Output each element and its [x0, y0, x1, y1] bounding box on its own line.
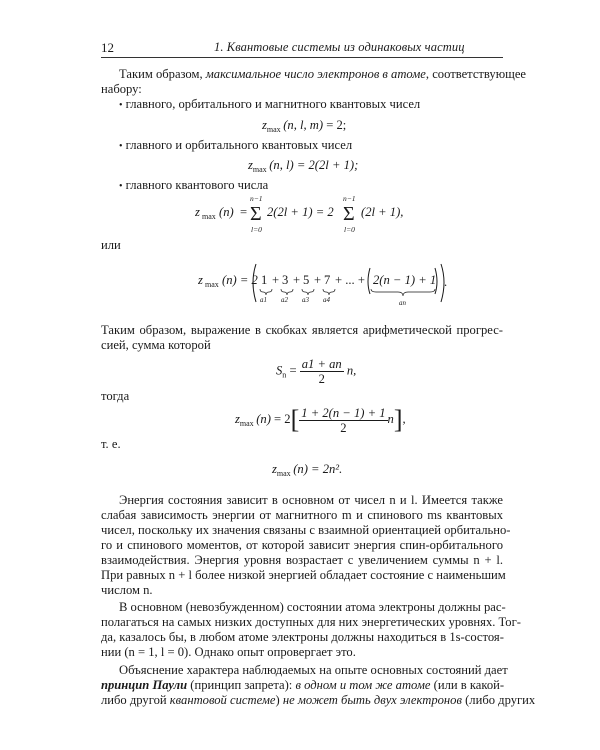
svg-text:z: z	[195, 205, 200, 219]
word-te: т. е.	[101, 437, 121, 451]
svg-text:l=0: l=0	[251, 225, 262, 234]
energy-para-line-2: слабая зависимость энергии от магнитного m и спинового ms квантовых	[101, 508, 503, 522]
svg-text:.: .	[444, 275, 448, 289]
svg-text:a2: a2	[281, 296, 288, 304]
svg-text:z: z	[198, 273, 203, 287]
formula-1: $z_{max}$ (n, l, m) = 2;	[262, 118, 347, 134]
svg-text:7: 7	[324, 273, 331, 287]
formula-4	[198, 258, 448, 308]
svg-text:n−1: n−1	[250, 194, 263, 203]
svg-text:+: +	[314, 273, 322, 287]
sum-sign-2: Σ	[343, 203, 355, 225]
bullet-item-3: • главного квантового числа	[119, 178, 269, 192]
sum-sign-1: Σ	[250, 203, 262, 225]
header-rule	[101, 57, 503, 58]
svg-text:a3: a3	[302, 296, 309, 304]
svg-text:n−1: n−1	[343, 194, 356, 203]
ground-para-line-3: да, казалось бы, в любом атоме электроны должны находиться в 1s-состоя-	[101, 630, 504, 644]
formula-5: $z_{max}$ (n) = 2[ $\frac{1 + 2(n - 1) + 1}{2}$ n],	[235, 405, 406, 435]
pauli-para-line-1: Объяснение характера наблюдаемых на опыте основных состояний дает	[119, 663, 508, 677]
svg-text:a1: a1	[260, 296, 267, 304]
energy-para-line-1: Энергия состояния зависит в основном от чисел n и l. Имеется также	[119, 493, 503, 507]
formula-sn: $S_n$ = $\frac{a1 + an}{2}$ n,	[276, 357, 357, 386]
formula-3	[195, 192, 415, 236]
energy-para-line-6: При равных n + l более низкой энергией обладает состояние с наименьшим	[101, 568, 506, 582]
ground-para-line-4: нии (n = 1, l = 0). Однако опыт опровергает это.	[101, 645, 356, 659]
svg-text:+ ... +: + ... +	[335, 273, 365, 287]
svg-text:(2l + 1),: (2l + 1),	[361, 205, 404, 219]
svg-text:5: 5	[303, 273, 310, 287]
page-number: 12	[101, 40, 114, 55]
running-title: 1. Квантовые системы из одинаковых частиц	[214, 40, 465, 54]
svg-text:a4: a4	[323, 296, 330, 304]
formula-6: $z_{max}$ (n) = 2n².	[272, 462, 343, 478]
svg-text:max: max	[205, 280, 219, 289]
svg-text:l=0: l=0	[344, 225, 355, 234]
intro-line-2: набору:	[101, 82, 142, 96]
word-togda: тогда	[101, 389, 130, 403]
intro-line-1: Таким образом, максимальное число электронов в атоме, соответствующее	[119, 67, 527, 81]
bullet-item-1: • главного, орбитального и магнитного квантовых чисел	[119, 97, 421, 111]
pauli-para-line-3: либо другой квантовой системе) не может быть двух электронов (либо других	[101, 693, 536, 707]
svg-text:2(n − 1) + 1: 2(n − 1) + 1	[373, 273, 437, 287]
formula-2: $z_{max}$ (n, l) = 2(2l + 1);	[248, 158, 359, 174]
svg-text:an: an	[399, 299, 406, 307]
svg-text:3: 3	[282, 273, 289, 287]
bullet-item-2: • главного и орбитального квантовых чисел	[119, 138, 353, 152]
svg-text:max: max	[202, 212, 216, 221]
ground-para-line-1: В основном (невозбужденном) состоянии атома электроны должны рас-	[119, 600, 506, 614]
progression-line-2: сией, сумма которой	[101, 338, 211, 352]
svg-text:+: +	[272, 273, 280, 287]
progression-line-1: Таким образом, выражение в скобках является арифметической прогрес-	[101, 323, 503, 337]
pauli-para-line-2: принцип Паули (принцип запрета): в одном и том же атоме (или в какой-	[101, 678, 505, 692]
svg-text:=: =	[240, 205, 248, 219]
energy-para-line-4: го и спинового моментов, от которой зависит энергия спин-орбитального	[101, 538, 503, 552]
svg-text:+: +	[293, 273, 301, 287]
ground-para-line-2: полагаться на самых низких доступных для них энергетических уровнях. Тог-	[101, 615, 521, 629]
svg-text:2(2l + 1) = 2: 2(2l + 1) = 2	[267, 205, 334, 219]
energy-para-line-3: чисел, поскольку их значения связаны с взаимной ориентацией орбитально-	[101, 523, 511, 537]
svg-text:1: 1	[261, 273, 268, 287]
energy-para-line-5: взаимодействия. Энергия уровня возрастает с увеличением суммы n + l.	[101, 553, 503, 567]
word-ili: или	[101, 238, 121, 252]
energy-para-line-7: числом n.	[101, 583, 153, 597]
svg-text:(n) = 2: (n) = 2	[222, 273, 258, 287]
svg-text:(n): (n)	[219, 205, 234, 219]
